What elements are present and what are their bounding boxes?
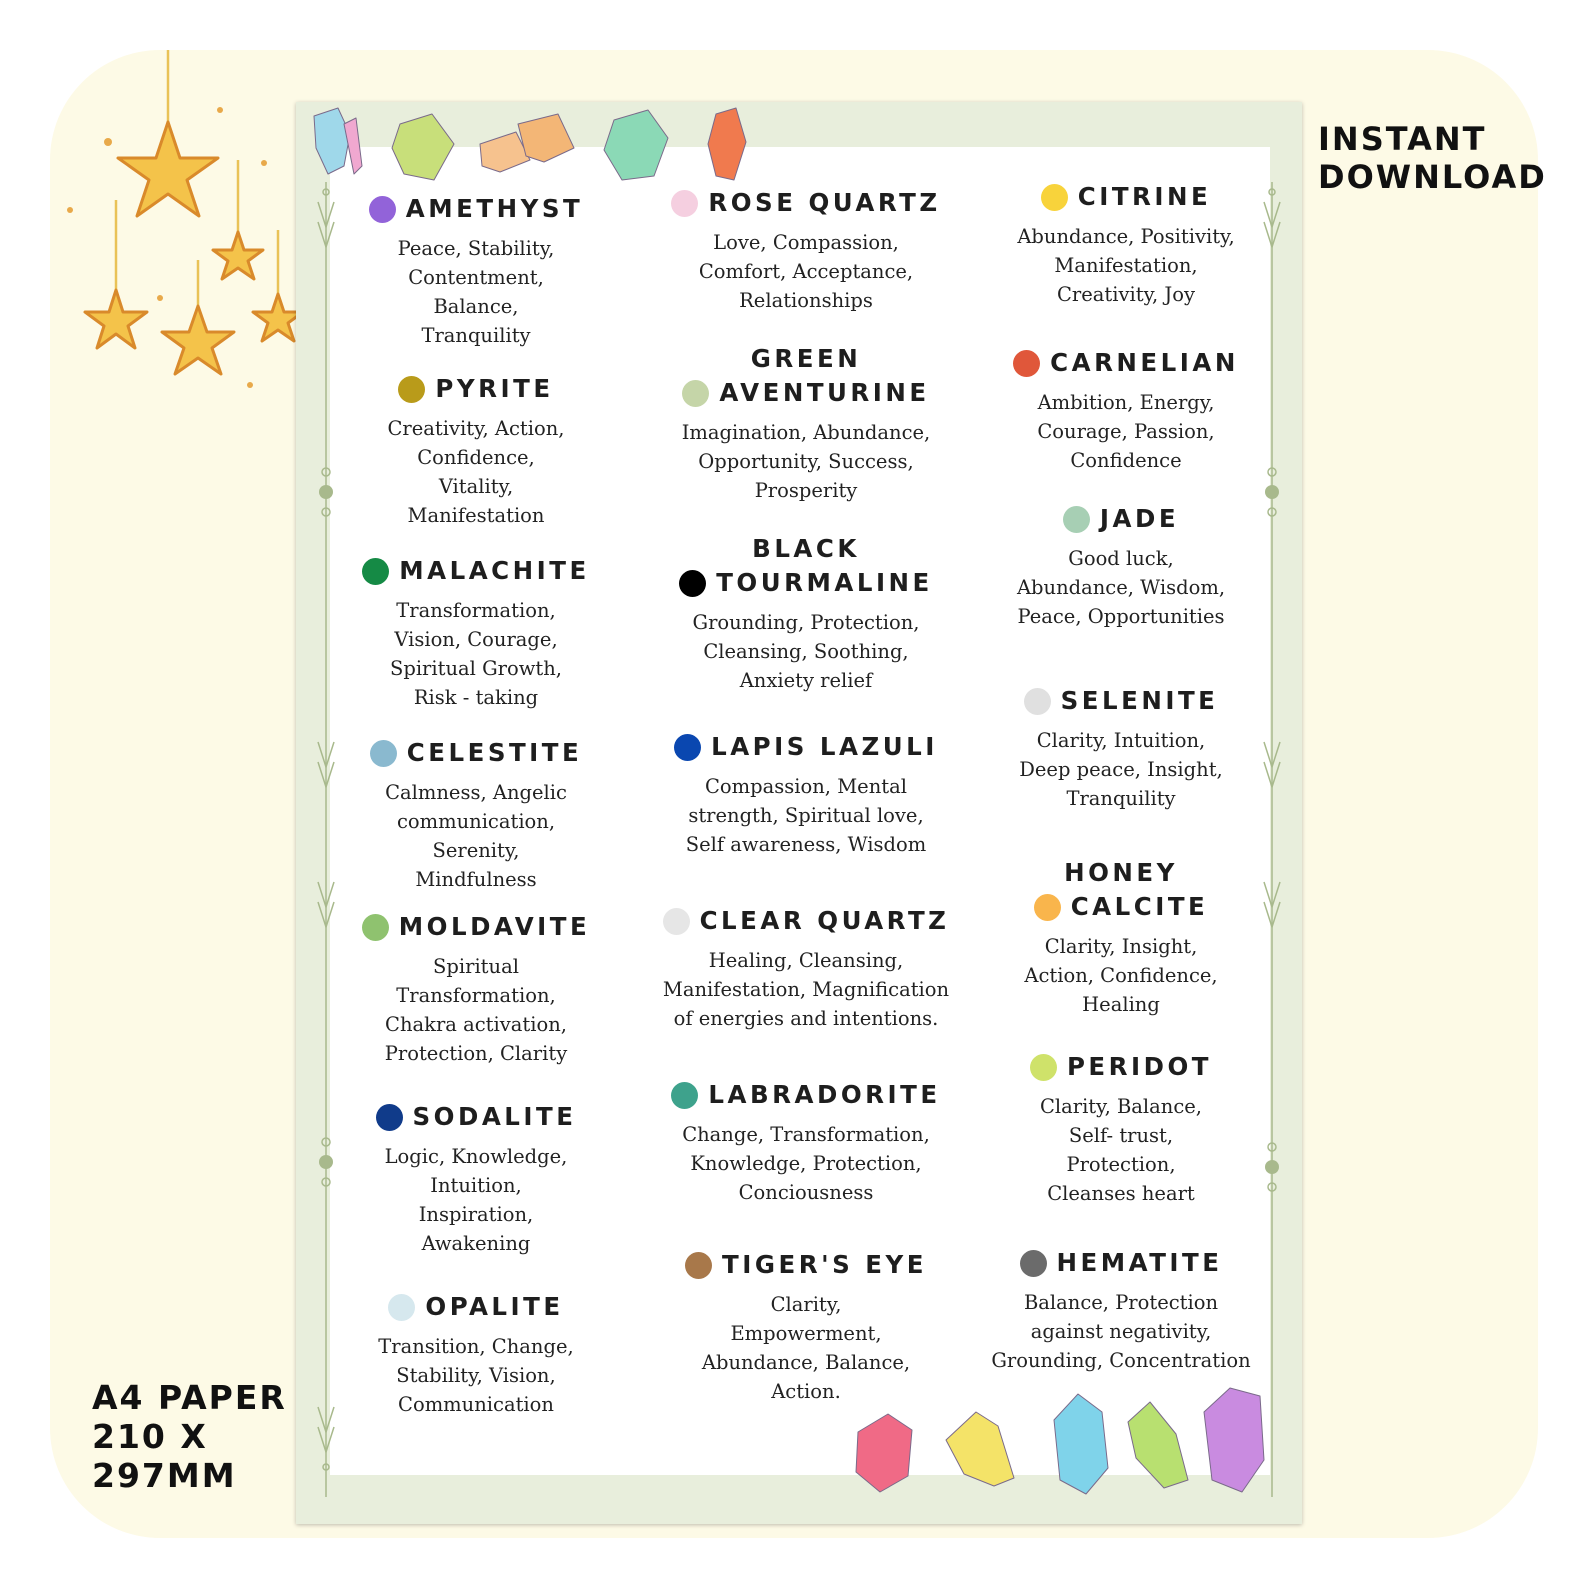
crystal-name: CITRINE <box>1077 182 1212 211</box>
color-dot <box>679 570 706 597</box>
crystal-name: OPALITE <box>425 1292 564 1321</box>
color-dot <box>1024 688 1051 715</box>
color-dot <box>370 740 397 767</box>
crystal-card-tigers-eye <box>646 1248 966 1406</box>
crystal-name-line1: GREEN <box>750 344 862 373</box>
crystal-name: CLEAR QUARTZ <box>699 906 950 935</box>
crystal-properties: Compassion, Mental strength, Spiritual love, Self awareness, Wisdom <box>685 775 927 856</box>
color-dot <box>1034 894 1061 921</box>
crystal-properties: Peace, Stability, Contentment, Balance, Tranquility <box>397 237 555 347</box>
crystal-card-amethyst <box>326 192 626 350</box>
crystal-name: LABRADORITE <box>708 1080 941 1109</box>
crystal-name: CARNELIAN <box>1050 348 1239 377</box>
crystal-name: LAPIS LAZULI <box>711 732 938 761</box>
crystal-properties: Change, Transformation, Knowledge, Protection, Conciousness <box>682 1123 930 1204</box>
crystal-card-black-tourmaline <box>646 532 966 695</box>
crystal-properties: Abundance, Positivity, Manifestation, Creativity, Joy <box>1017 225 1235 306</box>
crystal-chart-poster <box>296 102 1302 1524</box>
crystal-card-peridot <box>966 1050 1276 1208</box>
color-dot <box>398 376 425 403</box>
crystal-name: JADE <box>1099 504 1180 533</box>
crystal-properties: Logic, Knowledge, Intuition, Inspiration, Awakening <box>384 1145 568 1255</box>
crystal-card-pyrite <box>326 372 626 530</box>
crystal-properties: Transformation, Vision, Courage, Spiritual Growth, Risk - taking <box>389 599 562 709</box>
crystal-properties: Clarity, Insight, Action, Confidence, Healing <box>1024 935 1218 1016</box>
crystal-properties: Balance, Protection against negativity, Grounding, Concentration <box>991 1291 1251 1372</box>
crystal-card-opalite <box>326 1290 626 1419</box>
crystal-name: SELENITE <box>1060 686 1219 715</box>
color-dot <box>682 380 709 407</box>
color-dot <box>674 734 701 761</box>
crystal-properties: Creativity, Action, Confidence, Vitality, Manifestation <box>387 417 565 527</box>
hanging-stars-icon <box>60 50 320 410</box>
crystal-properties: Good luck, Abundance, Wisdom, Peace, Opportunities <box>1016 547 1226 628</box>
color-dot <box>1063 506 1090 533</box>
crystal-name-line1: HONEY <box>1064 858 1178 887</box>
crystal-card-clear-quartz <box>631 904 981 1033</box>
crystal-card-jade <box>966 502 1276 631</box>
color-dot <box>671 1082 698 1109</box>
crystal-name: PYRITE <box>435 374 554 403</box>
crystal-card-carnelian <box>971 346 1281 475</box>
crystal-name: AMETHYST <box>405 194 584 223</box>
color-dot <box>362 558 389 585</box>
crystal-card-celestite <box>326 736 626 894</box>
crystal-name: ROSE QUARTZ <box>708 188 941 217</box>
crystal-card-lapis-lazuli <box>646 730 966 859</box>
crystal-properties: Healing, Cleansing, Manifestation, Magnification of energies and intentions. <box>662 949 950 1030</box>
crystal-card-sodalite <box>326 1100 626 1258</box>
color-dot <box>362 914 389 941</box>
crystal-properties: Calmness, Angelic communication, Serenity, Mindfulness <box>385 781 567 891</box>
crystal-properties: Spiritual Transformation, Chakra activation, Protection, Clarity <box>384 955 568 1065</box>
crystal-card-honey-calcite <box>966 856 1276 1019</box>
color-dot <box>1041 184 1068 211</box>
crystal-name-line2: TOURMALINE <box>716 568 933 597</box>
color-dot <box>1013 350 1040 377</box>
crystal-name: TIGER'S EYE <box>722 1250 927 1279</box>
crystal-properties: Transition, Change, Stability, Vision, Communication <box>378 1335 574 1416</box>
crystal-name: HEMATITE <box>1056 1248 1223 1277</box>
crystal-card-selenite <box>966 684 1276 813</box>
color-dot <box>671 190 698 217</box>
crystal-name: MALACHITE <box>399 556 590 585</box>
crystal-name: CELESTITE <box>406 738 583 767</box>
crystal-name-line2: CALCITE <box>1070 892 1209 921</box>
paper-size-label: A4 PAPER 210 X 297MM <box>92 1378 287 1495</box>
color-dot <box>388 1294 415 1321</box>
crystal-card-rose-quartz <box>646 186 966 315</box>
color-dot <box>1030 1054 1057 1081</box>
crystal-properties: Clarity, Intuition, Deep peace, Insight, Tranquility <box>1019 729 1223 810</box>
color-dot <box>685 1252 712 1279</box>
color-dot <box>376 1104 403 1131</box>
crystal-properties: Imagination, Abundance, Opportunity, Success, Prosperity <box>681 421 931 502</box>
crystal-card-labradorite <box>646 1078 966 1207</box>
crystal-name: PERIDOT <box>1066 1052 1213 1081</box>
crystal-properties: Love, Compassion, Comfort, Acceptance, Relationships <box>698 231 914 312</box>
crystal-properties: Clarity, Balance, Self- trust, Protection, Cleanses heart <box>1039 1095 1203 1205</box>
crystal-card-malachite <box>326 554 626 712</box>
crystal-card-citrine <box>976 180 1276 309</box>
crystal-card-green-aventurine <box>646 342 966 505</box>
color-dot <box>663 908 690 935</box>
crystal-card-moldavite <box>326 910 626 1068</box>
crystal-card-hematite <box>956 1246 1286 1375</box>
crystal-properties: Clarity, Empowerment, Abundance, Balance, Action. <box>701 1293 911 1403</box>
crystal-properties: Grounding, Protection, Cleansing, Soothing, Anxiety relief <box>692 611 920 692</box>
crystal-name-line1: BLACK <box>752 534 860 563</box>
color-dot <box>1020 1250 1047 1277</box>
crystal-name-line2: AVENTURINE <box>719 378 930 407</box>
crystal-name: MOLDAVITE <box>398 912 591 941</box>
crystal-name: SODALITE <box>412 1102 577 1131</box>
instant-download-label: INSTANT DOWNLOAD <box>1318 120 1547 196</box>
crystal-properties: Ambition, Energy, Courage, Passion, Confidence <box>1037 391 1215 472</box>
color-dot <box>369 196 396 223</box>
